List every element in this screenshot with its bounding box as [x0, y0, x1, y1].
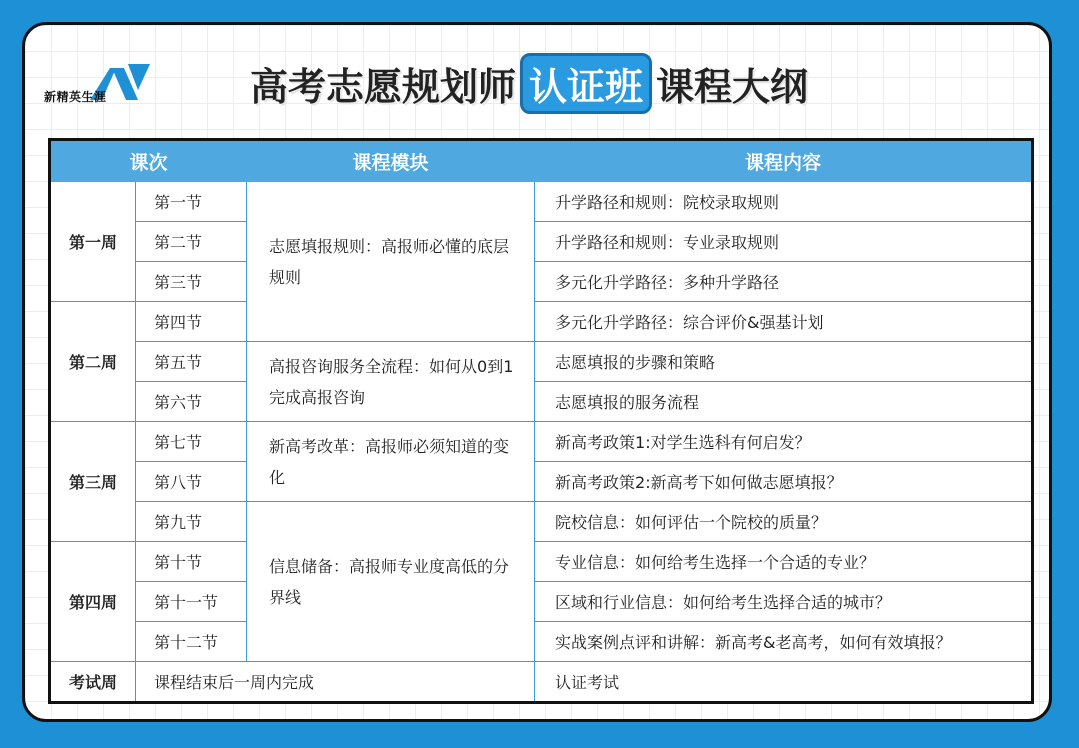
exam-module-cell: 课程结束后一周内完成: [136, 662, 535, 703]
syllabus-table: [48, 138, 1034, 704]
content-cell: 区域和行业信息：如何给考生选择合适的城市？: [535, 582, 1033, 622]
lesson-cell: 第十一节: [136, 582, 247, 622]
table-row: [50, 502, 1033, 542]
week-cell: 第四周: [50, 542, 136, 662]
table-header-row: [50, 140, 1033, 182]
table-row: [50, 582, 1033, 622]
module-cell: 新高考改革：高报师必须知道的变化: [247, 422, 535, 502]
page-title: [250, 58, 808, 108]
table-row: [50, 542, 1033, 582]
week-cell: 第一周: [50, 182, 136, 302]
module-cell: 信息储备：高报师专业度高低的分界线: [247, 502, 535, 662]
logo-text: 新精英生涯: [44, 90, 107, 104]
lesson-cell: 第二节: [136, 222, 247, 262]
lesson-cell: 第十二节: [136, 622, 247, 662]
title-part2: 课程大纲: [656, 64, 809, 109]
title-part1: 高考志愿规划师: [250, 64, 517, 109]
exam-content-cell: 认证考试: [535, 662, 1033, 703]
table-row: [50, 342, 1033, 382]
table-row: [50, 222, 1033, 262]
table-row: [50, 422, 1033, 462]
lesson-cell: 第七节: [136, 422, 247, 462]
lesson-cell: 第一节: [136, 182, 247, 222]
content-cell: 实战案例点评和讲解：新高考&老高考，如何有效填报？: [535, 622, 1033, 662]
title-highlight: 认证班: [520, 53, 652, 114]
lesson-cell: 第五节: [136, 342, 247, 382]
table-row: [50, 182, 1033, 222]
content-cell: 志愿填报的步骤和策略: [535, 342, 1033, 382]
lesson-cell: 第十节: [136, 542, 247, 582]
header-session: 课次: [50, 140, 247, 182]
content-cell: 多元化升学路径：综合评价&强基计划: [535, 302, 1033, 342]
table-row: [50, 462, 1033, 502]
week-cell: 考试周: [50, 662, 136, 703]
content-cell: 院校信息：如何评估一个院校的质量？: [535, 502, 1033, 542]
content-cell: 新高考政策2:新高考下如何做志愿填报？: [535, 462, 1033, 502]
content-cell: 新高考政策1:对学生选科有何启发？: [535, 422, 1033, 462]
table-row: [50, 622, 1033, 662]
week-cell: 第三周: [50, 422, 136, 542]
table-row: [50, 382, 1033, 422]
table-row: [50, 262, 1033, 302]
table-row: [50, 302, 1033, 342]
content-cell: 升学路径和规则：专业录取规则: [535, 222, 1033, 262]
header-module: 课程模块: [247, 140, 535, 182]
content-cell: 志愿填报的服务流程: [535, 382, 1033, 422]
brand-logo: [44, 60, 154, 108]
lesson-cell: 第四节: [136, 302, 247, 342]
lesson-cell: 第九节: [136, 502, 247, 542]
module-cell: 高报咨询服务全流程：如何从0到1完成高报咨询: [247, 342, 535, 422]
lesson-cell: 第六节: [136, 382, 247, 422]
content-cell: 升学路径和规则：院校录取规则: [535, 182, 1033, 222]
content-cell: 专业信息：如何给考生选择一个合适的专业？: [535, 542, 1033, 582]
module-cell: 志愿填报规则：高报师必懂的底层规则: [247, 182, 535, 342]
header-content: 课程内容: [535, 140, 1033, 182]
lesson-cell: 第三节: [136, 262, 247, 302]
week-cell: 第二周: [50, 302, 136, 422]
lesson-cell: 第八节: [136, 462, 247, 502]
content-cell: 多元化升学路径：多种升学路径: [535, 262, 1033, 302]
table-row: [50, 662, 1033, 703]
